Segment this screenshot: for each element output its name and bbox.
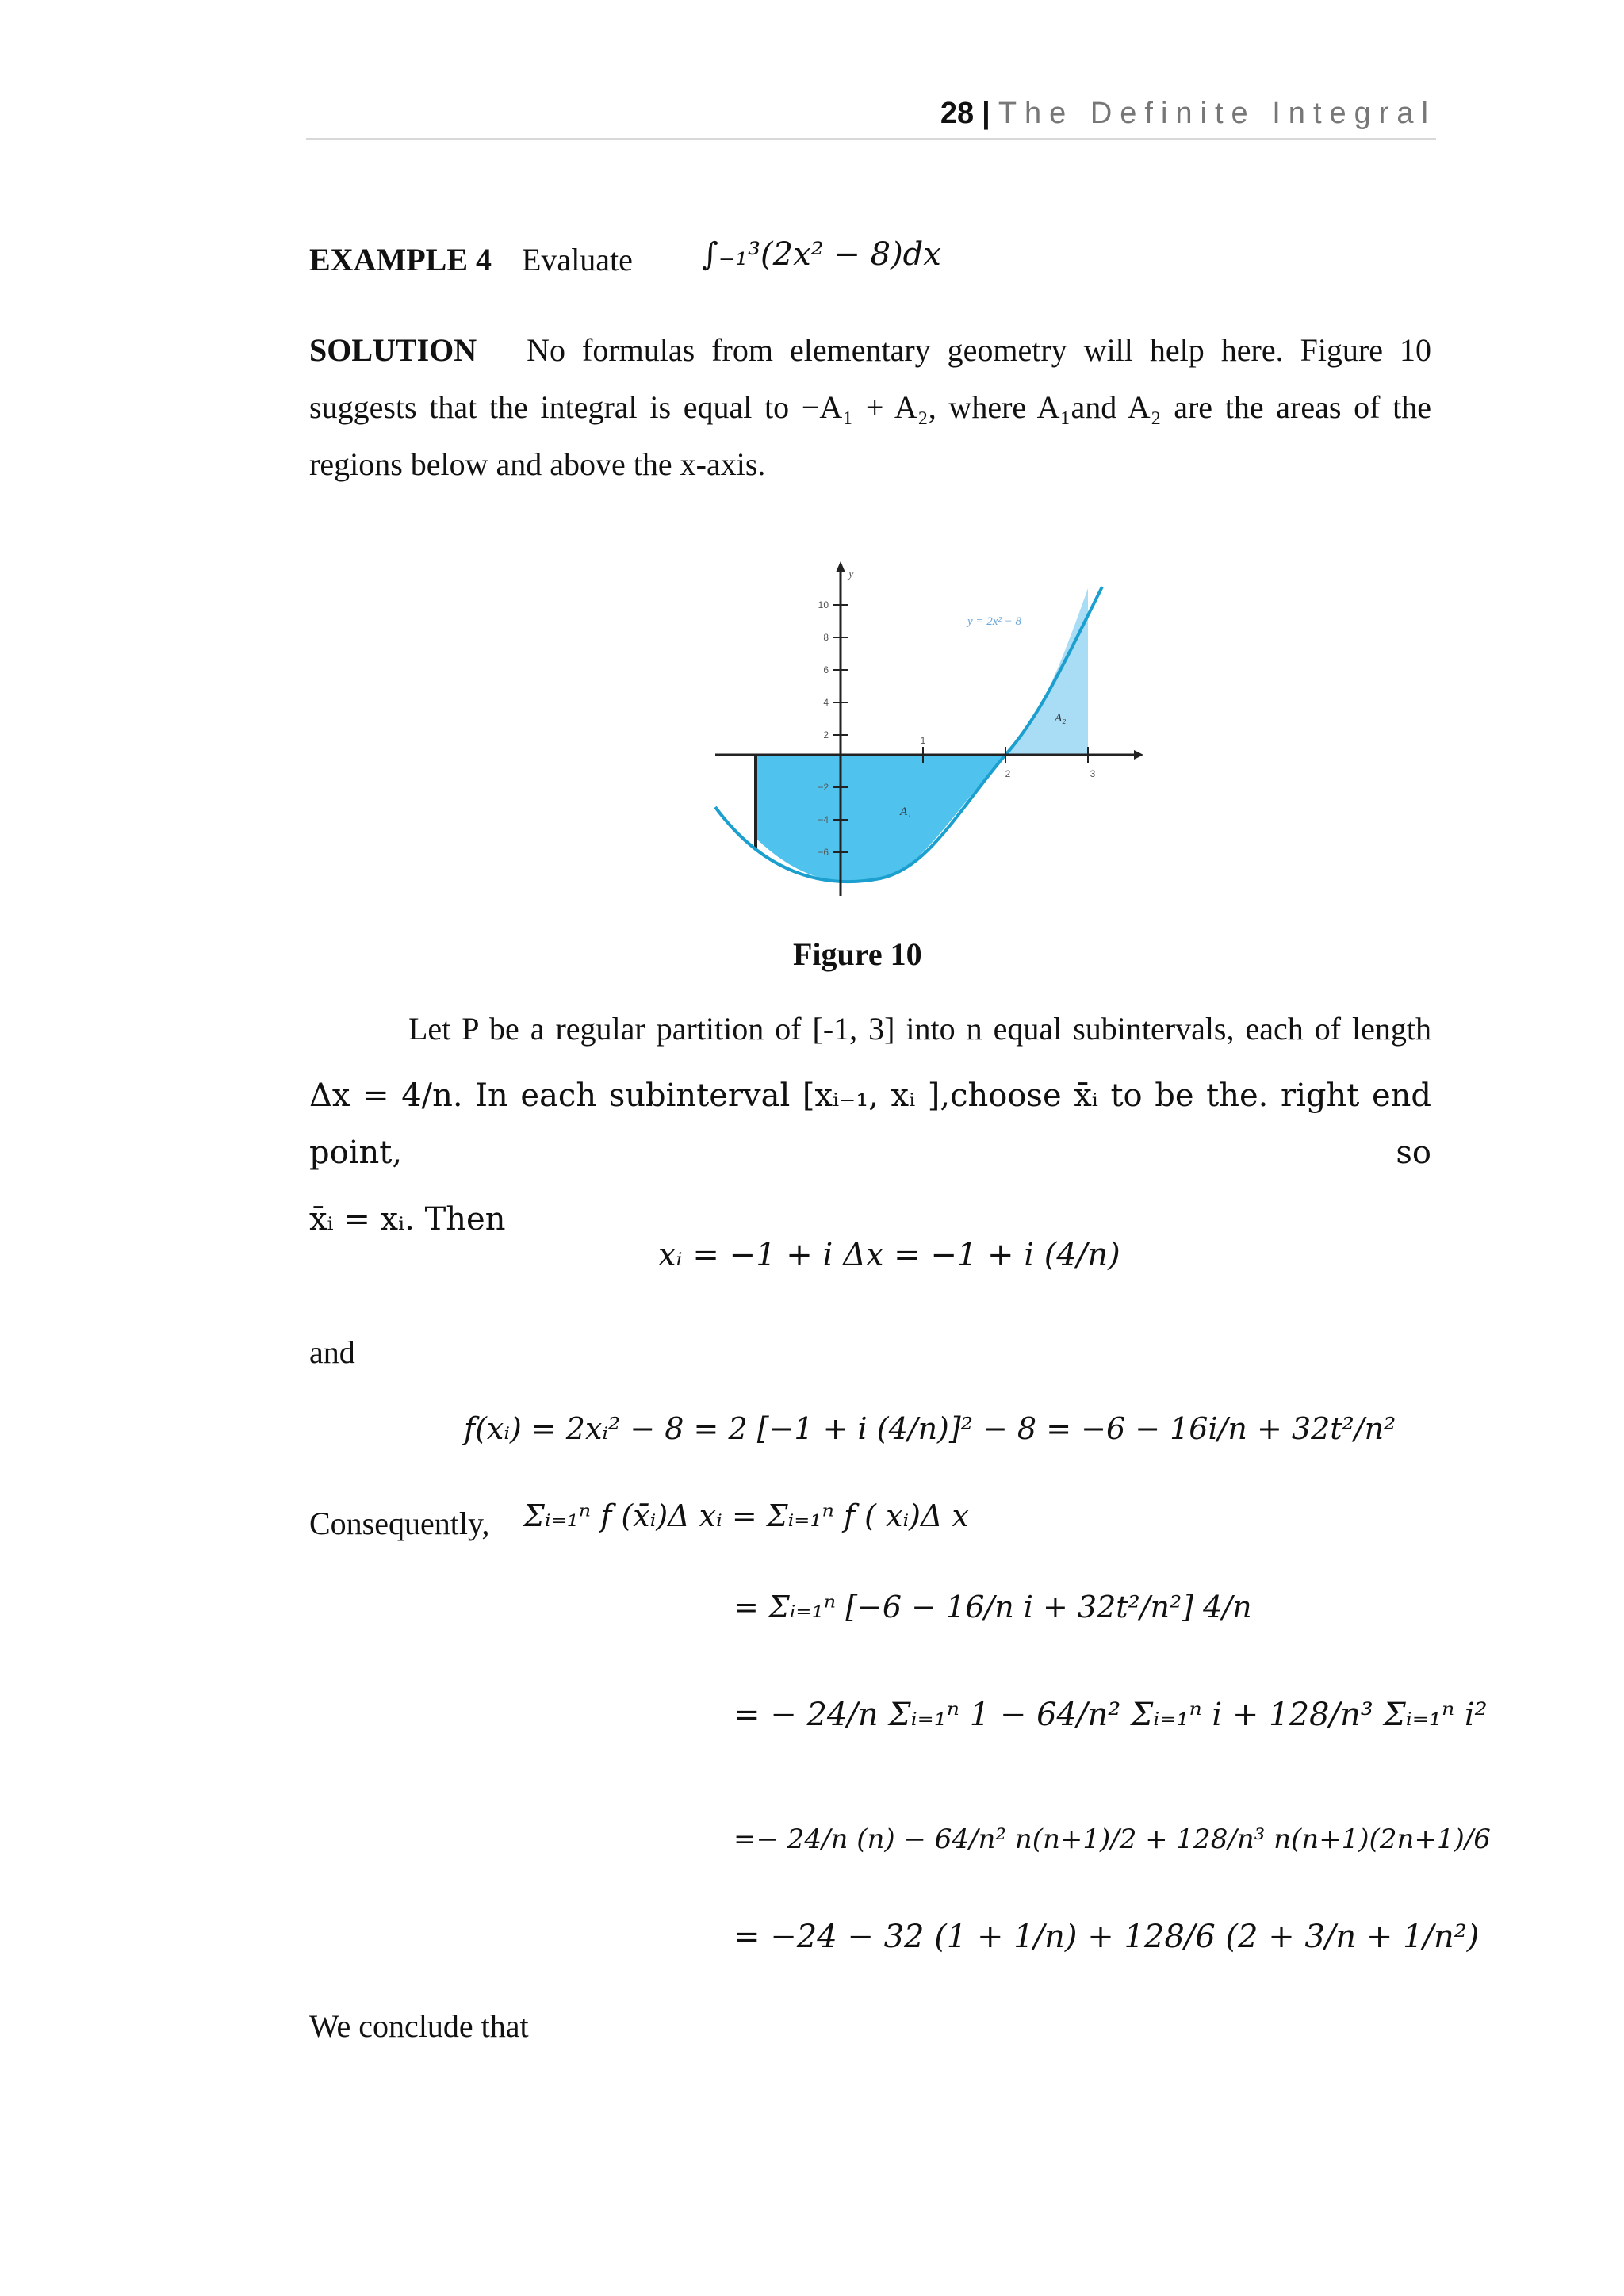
- solution-line-2: suggests that the integral is equal to −A₁ + A₂, where A₁and A₂ are the areas of the: [309, 389, 1431, 425]
- y-tick-label: −2: [818, 782, 829, 793]
- example-verb: Evaluate: [522, 242, 633, 277]
- chapter-title: The Definite Integral: [998, 97, 1436, 130]
- consequently-label: Consequently,: [309, 1506, 490, 1541]
- and-text: and: [309, 1334, 355, 1370]
- derivation-step-1: = Σᵢ₌₁ⁿ [−6 − 16/n i + 32t²/n²] 4/n: [733, 1590, 1252, 1624]
- region-a2-label: A₂: [1055, 712, 1067, 725]
- example-label: EXAMPLE 4: [309, 242, 492, 277]
- figure-10-graph: [706, 555, 1150, 896]
- solution-line-3: regions below and above the x-axis.: [309, 446, 766, 482]
- y-tick-label: 6: [823, 664, 829, 675]
- conclusion-text: We conclude that: [309, 2008, 529, 2044]
- example-heading: [309, 232, 633, 289]
- derivation-step-4: = −24 − 32 (1 + 1/n) + 128/6 (2 + 3/n + 1/n²): [733, 1919, 1480, 1955]
- x-axis-arrow: [1134, 750, 1143, 760]
- x-tick-label: 3: [1090, 768, 1096, 779]
- equation-xi: xᵢ = −1 + i Δx = −1 + i (4/n): [658, 1237, 1120, 1273]
- page-number: 28: [940, 97, 975, 130]
- region-a2: [1005, 588, 1088, 755]
- derivation-step-3: =− 24/n (n) − 64/n² n(n+1)/2 + 128/n³ n(n+1)(2n+1)/6: [733, 1823, 1491, 1855]
- consequently-expression: Σᵢ₌₁ⁿ f (x̄ᵢ)Δ xᵢ = Σᵢ₌₁ⁿ f ( xᵢ)Δ x: [523, 1498, 969, 1533]
- example-integral: ∫₋₁³(2x² − 8)dx: [702, 236, 941, 273]
- y-tick-label: 2: [823, 729, 829, 740]
- solution-label: SOLUTION: [309, 332, 477, 368]
- x-tick-label: 1: [920, 735, 926, 746]
- page-header: [306, 94, 1436, 140]
- region-a1-label: A₁: [900, 806, 912, 818]
- solution-text-1: No formulas from elementary geometry will help here. Figure 10: [527, 332, 1431, 368]
- y-tick-label: 10: [818, 599, 829, 610]
- partition-line-3: x̄ᵢ = xᵢ. Then: [309, 1201, 506, 1238]
- y-tick-label: −4: [818, 814, 829, 825]
- y-tick-label: 4: [823, 697, 829, 708]
- y-axis-arrow: [836, 561, 845, 572]
- region-a1: [756, 755, 1005, 882]
- y-tick-label: 8: [823, 632, 829, 643]
- solution-line-1: [309, 322, 1431, 379]
- running-head: [940, 97, 1436, 131]
- partition-line-2: Δx = 4/n. In each subinterval [xᵢ₋₁, xᵢ ],choose x̄ᵢ to be the. right end point, so: [309, 1077, 1431, 1171]
- equation-f-xi: f(xᵢ) = 2xᵢ² − 8 = 2 [−1 + i (4/n)]² − 8 = −6 − 16i/n + 32t²/n²: [464, 1411, 1396, 1446]
- y-tick-label: −6: [818, 847, 829, 858]
- solution-paragraph: [309, 322, 1431, 493]
- x-tick-label: 2: [1005, 768, 1011, 779]
- partition-paragraph: [309, 1001, 1431, 1248]
- derivation-step-2: = − 24/n Σᵢ₌₁ⁿ 1 − 64/n² Σᵢ₌₁ⁿ i + 128/n³ Σᵢ₌₁ⁿ i²: [733, 1697, 1488, 1733]
- figure-caption: Figure 10: [793, 936, 922, 972]
- y-axis-label: y: [848, 568, 854, 580]
- curve-label: y = 2x² − 8: [967, 615, 1022, 628]
- partition-line-1: Let P be a regular partition of [-1, 3] into n equal subintervals, each of length: [408, 1011, 1431, 1047]
- header-separator: |: [982, 97, 990, 130]
